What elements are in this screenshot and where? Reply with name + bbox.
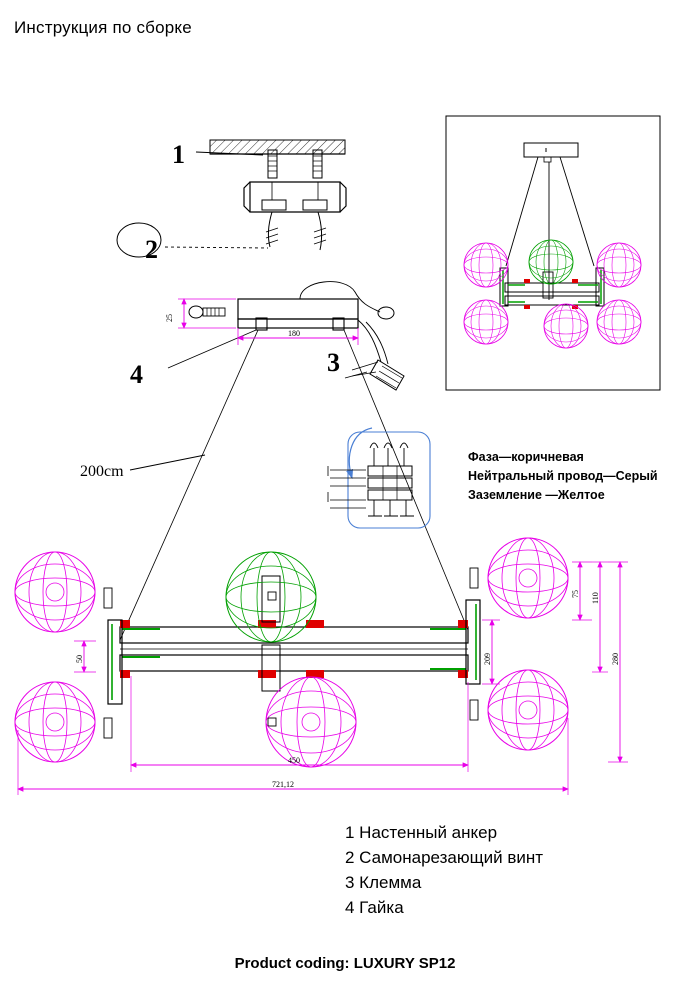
legend-item-1: 1 Настенный анкер: [345, 823, 498, 842]
dimension-450: [131, 676, 468, 772]
dimension-50: [74, 641, 96, 672]
svg-text:209: 209: [483, 653, 492, 665]
shade-right-bottom: [488, 670, 568, 750]
legend-item-4: 4 Гайка: [345, 898, 404, 917]
callout-1: 1: [172, 140, 185, 169]
dimension-110: [591, 562, 608, 672]
callout-4: 4: [130, 360, 143, 389]
page-title: Инструкция по сборке: [14, 18, 192, 37]
dimension-209: [482, 620, 500, 684]
svg-text:180: 180: [288, 329, 300, 338]
callout-2: 2: [145, 235, 158, 264]
shade-center-bottom: [266, 677, 356, 767]
wiring-legend-line-2: Нейтральный провод—Серый: [468, 469, 658, 483]
wiring-legend: [468, 448, 658, 505]
inset-assembled-view: [446, 116, 660, 390]
svg-text:450: 450: [288, 756, 300, 765]
dimension-75: [571, 562, 592, 620]
wiring-legend-line-3: Заземление —Желтое: [468, 488, 605, 502]
shade-right-top: [488, 538, 568, 618]
shade-left-top: [15, 552, 95, 632]
wiring-terminal-detail: [328, 428, 430, 528]
wiring-legend-line-1: Фаза—коричневая: [468, 450, 584, 464]
dimension-280: [608, 562, 628, 762]
shade-center-top: [226, 552, 316, 642]
product-coding: Product coding: LUXURY SP12: [234, 955, 456, 972]
terminal-small: [352, 360, 404, 390]
nut-detail: [189, 306, 225, 318]
dimension-drop-length: 200cm: [80, 463, 124, 480]
shade-left-bottom: [15, 682, 95, 762]
callout-3: 3: [327, 348, 340, 377]
ceiling-group: [196, 140, 345, 178]
svg-text:25: 25: [165, 314, 174, 322]
parts-legend: [345, 820, 543, 920]
svg-text:75: 75: [571, 590, 580, 598]
svg-text:280: 280: [611, 653, 620, 665]
legend-item-3: 3 Клемма: [345, 873, 422, 892]
svg-text:721,12: 721,12: [272, 780, 294, 789]
svg-text:110: 110: [591, 592, 600, 604]
legend-item-2: 2 Самонарезающий винт: [345, 848, 544, 867]
svg-text:50: 50: [75, 655, 84, 663]
fixture-elevation: [15, 538, 628, 795]
